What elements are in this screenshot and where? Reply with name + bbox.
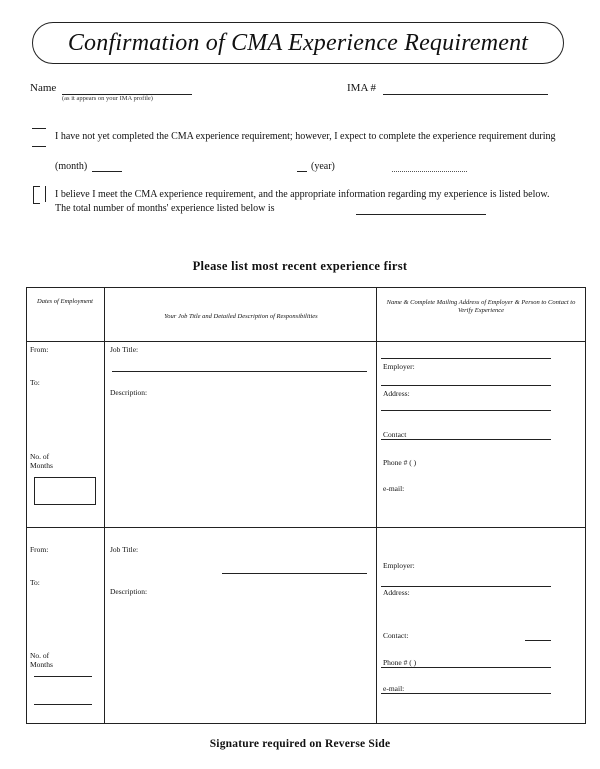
title-banner xyxy=(32,22,564,64)
row2-months-top[interactable] xyxy=(34,676,92,677)
footer-signature-note: Signature required on Reverse Side xyxy=(209,738,391,750)
row1-from-label: From: xyxy=(30,345,49,354)
row2-contact-field[interactable] xyxy=(525,640,551,641)
col-header-dates: Dates of Employment xyxy=(37,298,93,305)
ima-number-field[interactable] xyxy=(383,94,548,95)
ima-label: IMA # xyxy=(347,82,377,94)
col-header-description: Your Job Title and Detailed Description of Responsibilities xyxy=(164,313,318,320)
header-divider xyxy=(26,341,586,342)
col-header-employer: Name & Complete Mailing Address of Employer & Person to Contact to Verify Experience xyxy=(386,299,576,314)
month-label: (month) xyxy=(55,161,88,172)
total-months-field[interactable] xyxy=(356,214,486,215)
row1-to-label: To: xyxy=(30,378,40,387)
row2-months-bottom xyxy=(34,704,92,705)
row2-address-label: Address: xyxy=(383,588,410,597)
row1-address-label: Address: xyxy=(383,389,410,398)
row2-email-field[interactable] xyxy=(381,693,551,694)
row1-email-label: e-mail: xyxy=(383,484,405,493)
year-field[interactable] xyxy=(297,171,307,172)
row1-phone-label: Phone # ( ) xyxy=(383,458,417,467)
row1-employer-label: Employer: xyxy=(383,362,415,371)
checkbox-meet[interactable] xyxy=(33,186,40,204)
row2-employer-label: Employer: xyxy=(383,561,415,570)
row1-employer-line xyxy=(381,358,551,359)
row1-job-title-field[interactable] xyxy=(112,371,367,372)
row2-description-label: Description: xyxy=(110,587,148,596)
checkbox-not-completed[interactable] xyxy=(32,128,46,129)
list-heading: Please list most recent experience first xyxy=(192,259,408,273)
row2-phone-label: Phone # ( ) xyxy=(383,658,417,667)
year-label: (year) xyxy=(311,161,335,172)
name-hint: (as it appears on your IMA profile) xyxy=(62,95,153,102)
col-divider-1 xyxy=(104,287,105,724)
row2-months-label: No. of Months xyxy=(30,651,53,669)
row1-months-label: No. of Months xyxy=(30,452,53,470)
checkbox-meet-right xyxy=(45,186,46,202)
col-divider-2 xyxy=(376,287,377,724)
checkbox-not-completed-line xyxy=(32,146,46,147)
statement-meet: I believe I meet the CMA experience requirement, and the appropriate information regarding my experience is listed below. The total number of months' experience listed below is xyxy=(55,189,550,214)
row2-contact-label: Contact: xyxy=(383,631,409,640)
row1-contact-label: Contact xyxy=(383,430,407,439)
row1-employer-field[interactable] xyxy=(381,385,551,386)
name-label: Name xyxy=(30,82,57,94)
year-dotted-line xyxy=(392,171,467,172)
page-title: Confirmation of CMA Experience Requirement xyxy=(67,29,529,56)
row1-months-box[interactable] xyxy=(34,477,96,505)
row1-contact-field[interactable] xyxy=(381,439,551,440)
row2-phone-field[interactable] xyxy=(381,667,551,668)
row2-email-label: e-mail: xyxy=(383,684,405,693)
row-divider xyxy=(26,527,586,528)
row2-to-label: To: xyxy=(30,578,40,587)
row1-job-title-label: Job Title: xyxy=(110,345,139,354)
row2-job-title-field[interactable] xyxy=(222,573,367,574)
row1-address-field[interactable] xyxy=(381,410,551,411)
row2-job-title-label: Job Title: xyxy=(110,545,139,554)
month-field[interactable] xyxy=(92,171,122,172)
row2-employer-field[interactable] xyxy=(381,586,551,587)
row2-from-label: From: xyxy=(30,545,49,554)
statement-not-completed: I have not yet completed the CMA experience requirement; however, I expect to complete the experience requirement during xyxy=(55,131,556,142)
row1-description-label: Description: xyxy=(110,388,148,397)
